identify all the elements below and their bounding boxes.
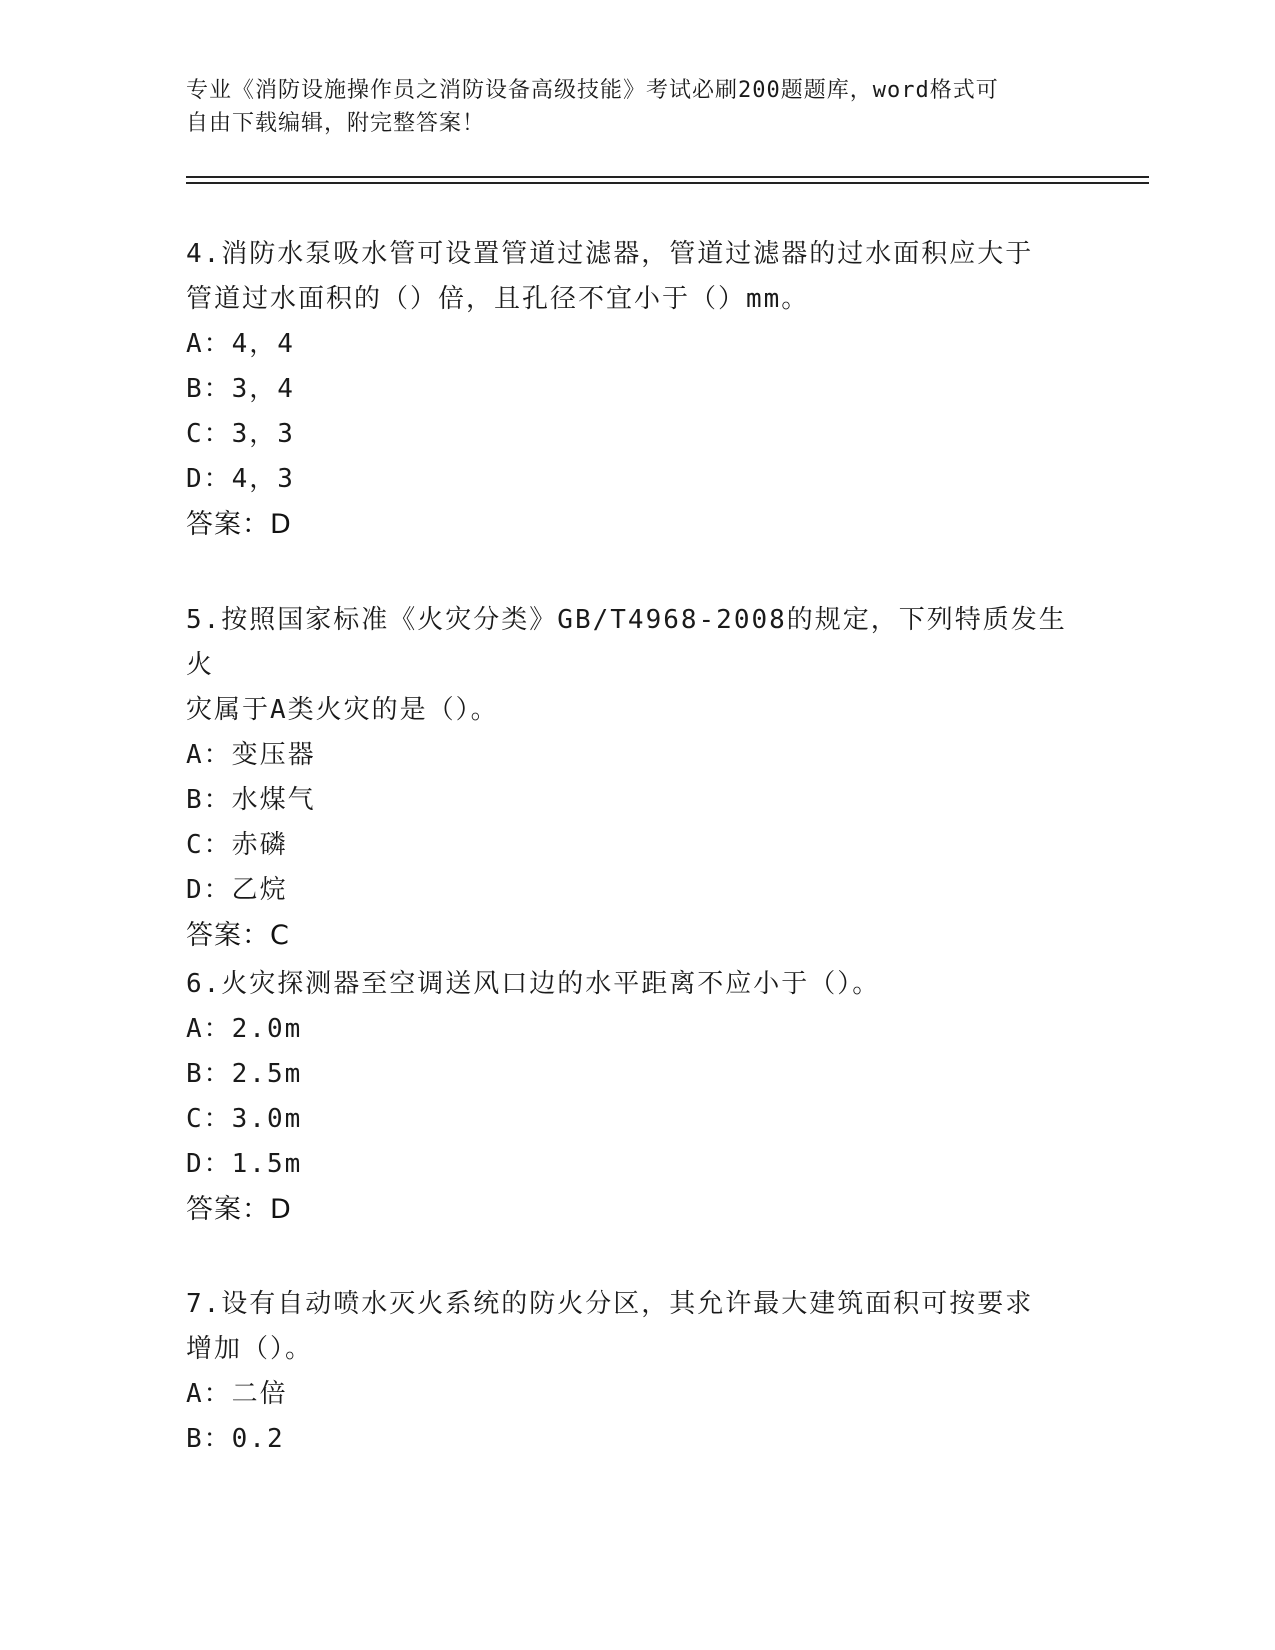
header-line-1: 专业《消防设施操作员之消防设备高级技能》考试必刷200题题库，word格式可	[186, 78, 999, 103]
option-d: D：1.5m	[186, 1149, 303, 1179]
option-c: C：3.0m	[186, 1104, 303, 1134]
option-a: A：二倍	[186, 1379, 288, 1409]
question-stem-line: 4.消防水泵吸水管可设置管道过滤器，管道过滤器的过水面积应大于	[186, 239, 1034, 269]
option-d: D：4，3	[186, 464, 295, 494]
answer: 答案：D	[186, 1194, 292, 1225]
question-6	[186, 962, 1086, 1232]
option-a: A：4，4	[186, 329, 295, 359]
question-stem-line: 5.按照国家标准《火灾分类》GB/T4968-2008的规定，下列特质发生火	[186, 605, 1067, 680]
option-c: C：3，3	[186, 419, 295, 449]
question-stem-line: 增加（）。	[186, 1334, 314, 1364]
header-divider-bottom	[186, 182, 1149, 184]
header-line-2: 自由下载编辑，附完整答案！	[186, 111, 486, 136]
header-divider-top	[186, 176, 1149, 178]
option-b: B：3，4	[186, 374, 295, 404]
option-b: B：2.5m	[186, 1059, 303, 1089]
option-c: C：赤磷	[186, 830, 288, 860]
option-a: A：2.0m	[186, 1014, 303, 1044]
question-stem-line: 7.设有自动喷水灭火系统的防火分区，其允许最大建筑面积可按要求	[186, 1289, 1034, 1319]
option-b: B：0.2	[186, 1424, 285, 1454]
option-a: A：变压器	[186, 740, 316, 770]
question-4	[186, 232, 1086, 547]
question-stem-line: 管道过水面积的（）倍，且孔径不宜小于（）mm。	[186, 284, 810, 314]
question-stem-line: 6.火灾探测器至空调送风口边的水平距离不应小于（）。	[186, 969, 881, 999]
answer: 答案：C	[186, 920, 290, 951]
document-header	[186, 74, 1086, 140]
question-stem-line: 灾属于A类火灾的是（）。	[186, 695, 499, 725]
answer: 答案：D	[186, 509, 292, 540]
question-5	[186, 598, 1086, 958]
option-b: B：水煤气	[186, 785, 316, 815]
option-d: D：乙烷	[186, 875, 288, 905]
question-7	[186, 1282, 1086, 1462]
